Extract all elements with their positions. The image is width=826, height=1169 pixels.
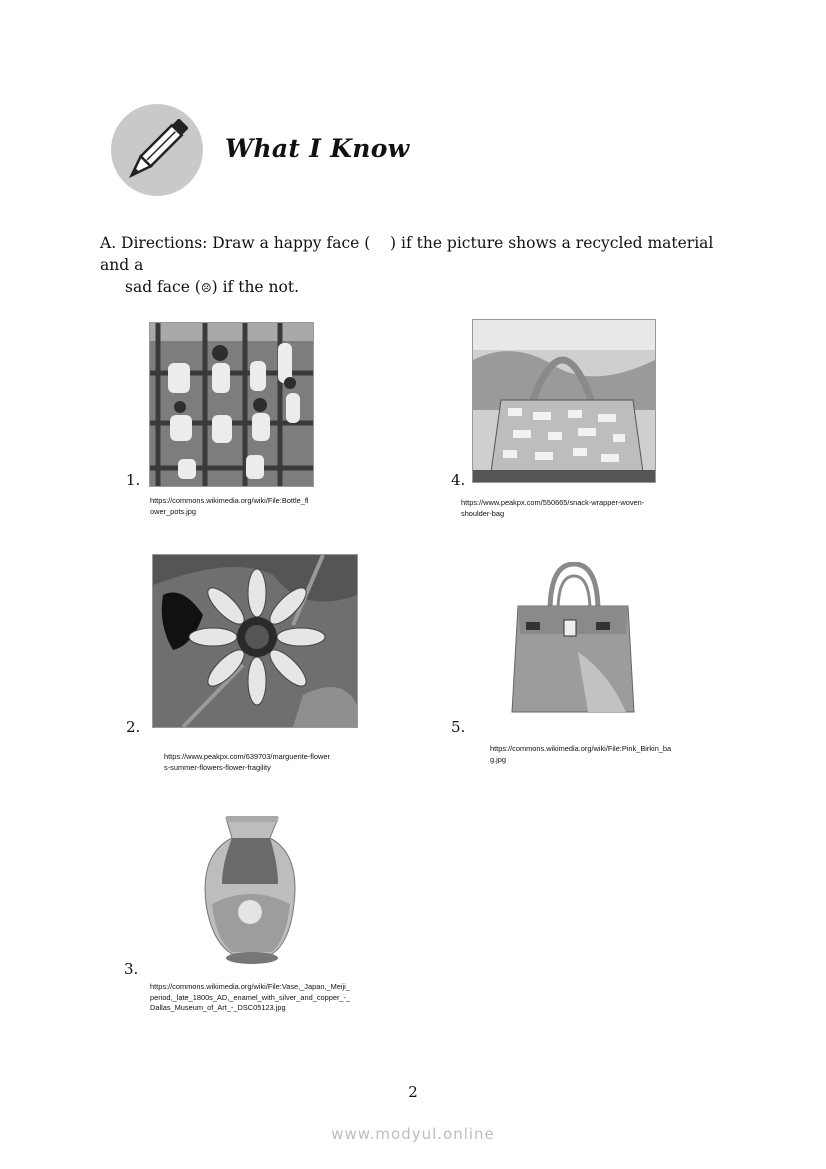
item-number-1: 1. (126, 471, 141, 489)
watermark: www.modyul.online (331, 1125, 495, 1143)
marguerite-flower-image (152, 554, 358, 728)
pencil-icon (111, 104, 203, 196)
bottle-flower-pots-image (149, 322, 314, 487)
item-number-5: 5. (451, 718, 466, 736)
item-number-3: 3. (124, 960, 139, 978)
directions-line1-start: A. Directions: Draw a happy face ( (100, 234, 371, 252)
enamel-vase-image (182, 814, 316, 966)
directions-line2-end: ) if the not. (211, 278, 300, 296)
item-number-2: 2. (126, 718, 141, 736)
item-number-4: 4. (451, 471, 466, 489)
page-number: 2 (408, 1083, 418, 1101)
directions-text (100, 232, 740, 299)
directions-line2-start: sad face ( (125, 278, 201, 296)
directions-line1-end: ) if the picture shows a recycled material and a (100, 234, 714, 274)
birkin-bag-image (508, 562, 636, 718)
snack-wrapper-bag-image (472, 319, 656, 483)
section-title: What I Know (225, 134, 410, 163)
image-caption-1: https://commons.wikimedia.org/wiki/File:Bottle_flower_pots.jpg (150, 496, 309, 516)
image-caption-4: https://www.peakpx.com/550665/snack-wrapper-woven-shoulder-bag (461, 498, 645, 518)
image-caption-2: https://www.peakpx.com/639703/marguerite-flowers-summer-flowers-flower-fragility (164, 752, 330, 772)
image-caption-5: https://commons.wikimedia.org/wiki/File:Pink_Birkin_bag.jpg (490, 744, 672, 764)
image-caption-3: https://commons.wikimedia.org/wiki/File:Vase,_Japan,_Meiji_period,_late_1800s_AD,_enamel_with_silver_and_copper_-_Dallas_Museum_of_Art_-_DSC05123.jpg (150, 982, 351, 1012)
directions-line2 (100, 276, 740, 299)
sad-face-icon: ☹ (200, 281, 212, 295)
header-icon-circle (111, 104, 203, 196)
